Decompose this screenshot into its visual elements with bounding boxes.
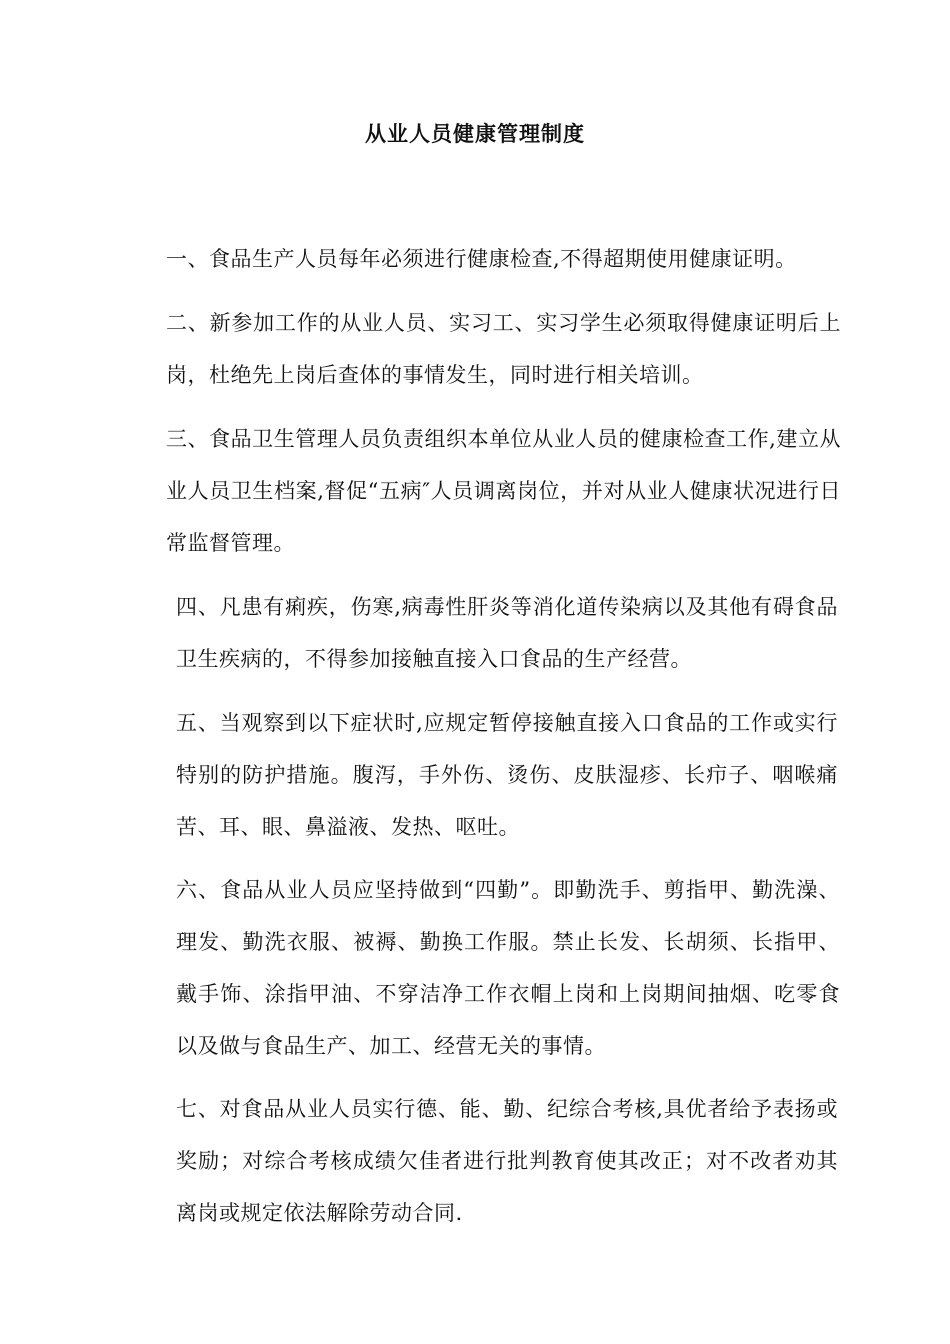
paragraph-6: 六、食品从业人员应坚持做到“四勤”。即勤洗手、剪指甲、勤洗澡、理发、勤洗衣服、被褥、勤换工作服。禁止长发、长胡须、长指甲、戴手饰、涂指甲油、不穿洁净工作衣帽上岗和上岗期间抽烟、吃零食以及做与食品生产、加工、经营无关的事情。 <box>176 878 840 1058</box>
paragraph-5: 五、当观察到以下症状时,应规定暂停接触直接入口食品的工作或实行特别的防护措施。腹泻，手外伤、烫伤、皮肤湿疹、长疖子、咽喉痛苦、耳、眼、鼻溢液、发热、呕吐。 <box>176 711 838 839</box>
paragraph-7: 七、对食品从业人员实行德、能、勤、纪综合考核,具优者给予表扬或奖励；对综合考核成绩欠佳者进行批判教育使其改正；对不改者劝其离岗或规定依法解除劳动合同. <box>176 1097 838 1225</box>
paragraph-2: 二、新参加工作的从业人员、实习工、实习学生必须取得健康证明后上岗，杜绝先上岗后查体的事情发生，同时进行相关培训。 <box>166 311 841 387</box>
paragraph-4: 四、凡患有痢疾，伤寒,病毒性肝炎等消化道传染病以及其他有碍食品卫生疾病的，不得参加接触直接入口食品的生产经营。 <box>176 595 838 671</box>
paragraph-1: 一、食品生产人员每年必须进行健康检查,不得超期使用健康证明。 <box>166 247 797 271</box>
paragraph-3: 三、食品卫生管理人员负责组织本单位从业人员的健康检查工作,建立从业人员卫生档案,督促“五病″人员调离岗位，并对从业人健康状况进行日常监督管理。 <box>166 427 841 555</box>
document-title: 从业人员健康管理制度 <box>365 121 585 146</box>
